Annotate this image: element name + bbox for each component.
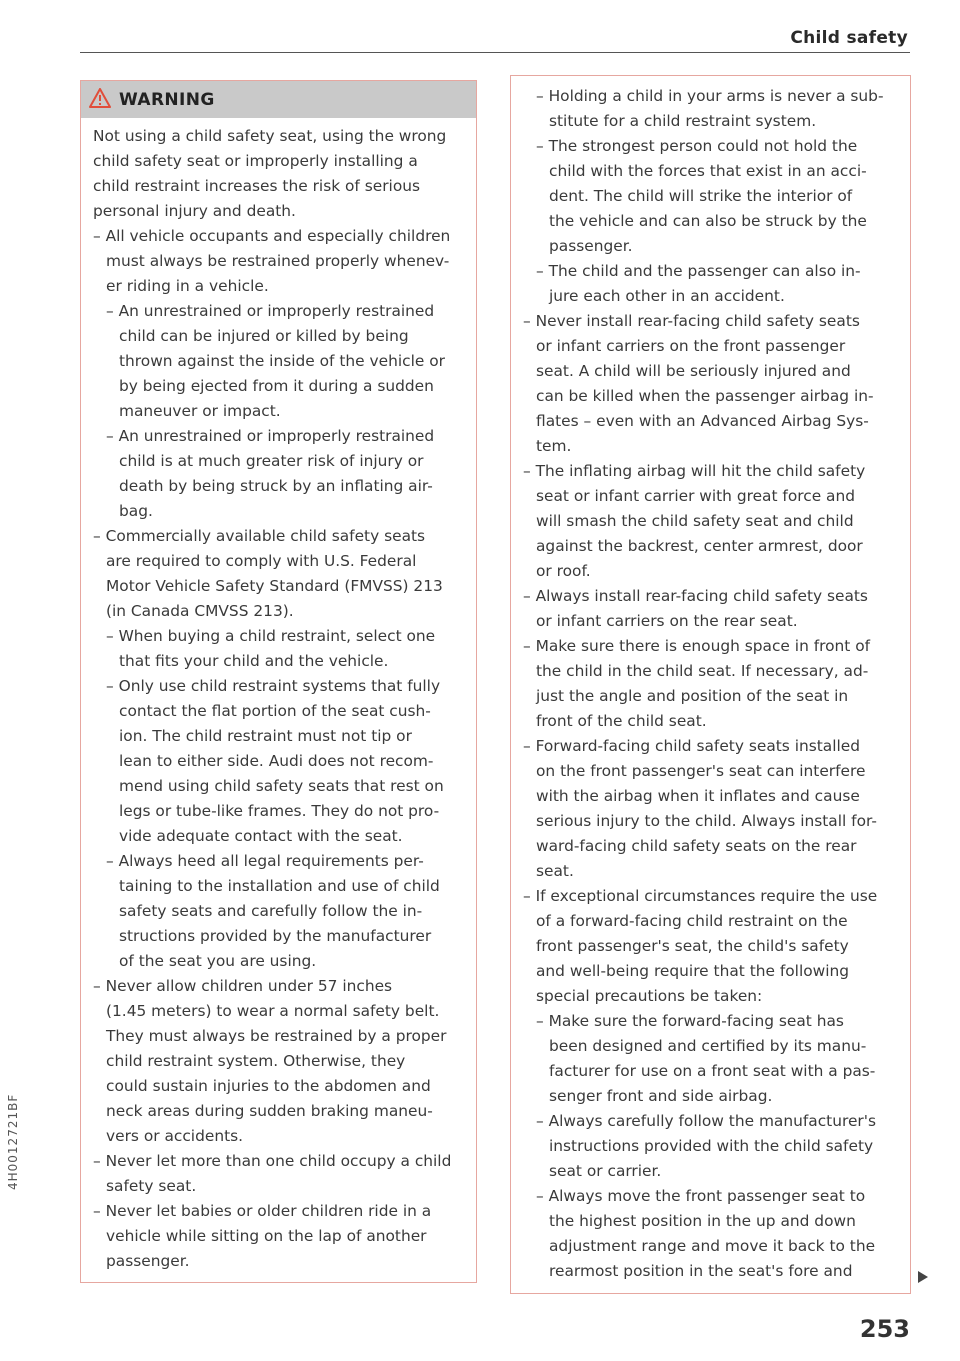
text-line: against the backrest, center armrest, door bbox=[536, 537, 863, 555]
text-line: tem. bbox=[536, 437, 572, 455]
text-line: death by being struck by an inflating air- bbox=[119, 477, 433, 495]
text-line: ion. The child restraint must not tip or bbox=[119, 727, 412, 745]
text-line: – Always install rear-facing child safety seats bbox=[523, 587, 868, 605]
text-line: maneuver or impact. bbox=[119, 402, 281, 420]
text-line: child safety seat or improperly installing a bbox=[93, 152, 418, 170]
text-line: by being ejected from it during a sudden bbox=[119, 377, 434, 395]
text-line: child restraint increases the risk of serious bbox=[93, 177, 421, 195]
text-line: Not using a child safety seat, using the wrong bbox=[93, 127, 447, 145]
text-line: ward-facing child safety seats on the rear bbox=[536, 837, 857, 855]
text-line: or infant carriers on the rear seat. bbox=[536, 612, 798, 630]
text-line: – An unrestrained or improperly restrained bbox=[106, 427, 435, 445]
document-code: 4H0012721BF bbox=[6, 1093, 20, 1190]
text-line: can be killed when the passenger airbag in- bbox=[536, 387, 874, 405]
text-line: seat. A child will be seriously injured and bbox=[536, 362, 851, 380]
text-line: or roof. bbox=[536, 562, 591, 580]
text-line: facturer for use on a front seat with a pas- bbox=[549, 1062, 876, 1080]
text-line: vers or accidents. bbox=[106, 1127, 244, 1145]
text-line: – Never allow children under 57 inches bbox=[93, 977, 393, 995]
text-line: – Make sure the forward-facing seat has bbox=[536, 1012, 844, 1030]
text-line: safety seat. bbox=[106, 1177, 197, 1195]
text-line: the child in the child seat. If necessary, ad- bbox=[536, 662, 869, 680]
page-header bbox=[80, 22, 910, 53]
text-line: rearmost position in the seat's fore and bbox=[549, 1262, 853, 1280]
text-line: safety seats and carefully follow the in- bbox=[119, 902, 423, 920]
text-line: serious injury to the child. Always install for- bbox=[536, 812, 877, 830]
text-line: taining to the installation and use of child bbox=[119, 877, 440, 895]
text-line: structions provided by the manufacturer bbox=[119, 927, 432, 945]
text-line: instructions provided with the child safety bbox=[549, 1137, 874, 1155]
text-line: are required to comply with U.S. Federal bbox=[106, 552, 417, 570]
text-line: could sustain injuries to the abdomen and bbox=[106, 1077, 431, 1095]
text-line: – Commercially available child safety seats bbox=[93, 527, 426, 545]
warning-header bbox=[81, 81, 476, 118]
text-line: legs or tube-like frames. They do not pro- bbox=[119, 802, 440, 820]
text-line: – Always heed all legal requirements per- bbox=[106, 852, 424, 870]
text-line: – When buying a child restraint, select one bbox=[106, 627, 436, 645]
text-line: of a forward-facing child restraint on the bbox=[536, 912, 848, 930]
text-line: passenger. bbox=[549, 237, 633, 255]
text-line: er riding in a vehicle. bbox=[106, 277, 269, 295]
text-line: vide adequate contact with the seat. bbox=[119, 827, 403, 845]
text-line: or infant carriers on the front passenger bbox=[536, 337, 846, 355]
text-line: senger front and side airbag. bbox=[549, 1087, 773, 1105]
warning-triangle-icon bbox=[89, 88, 111, 112]
text-line: vehicle while sitting on the lap of another bbox=[106, 1227, 427, 1245]
text-line: contact the flat portion of the seat cush- bbox=[119, 702, 431, 720]
text-line: seat or infant carrier with great force and bbox=[536, 487, 856, 505]
text-line: – Never install rear-facing child safety seats bbox=[523, 312, 860, 330]
text-line: of the seat you are using. bbox=[119, 952, 317, 970]
text-line: thrown against the inside of the vehicle or bbox=[119, 352, 445, 370]
text-line: mend using child safety seats that rest on bbox=[119, 777, 444, 795]
text-line: jure each other in an accident. bbox=[549, 287, 785, 305]
continue-arrow-icon bbox=[918, 1271, 928, 1283]
text-line: flates – even with an Advanced Airbag Sys- bbox=[536, 412, 869, 430]
text-line: – The child and the passenger can also in- bbox=[536, 262, 861, 280]
text-line: personal injury and death. bbox=[93, 202, 296, 220]
text-line: (in Canada CMVSS 213). bbox=[106, 602, 294, 620]
text-line: front of the child seat. bbox=[536, 712, 707, 730]
text-line: seat or carrier. bbox=[549, 1162, 662, 1180]
text-line: – Holding a child in your arms is never a sub- bbox=[536, 87, 884, 105]
section-title: Child safety bbox=[790, 28, 908, 48]
text-line: on the front passenger's seat can interfere bbox=[536, 762, 866, 780]
text-line: – Forward-facing child safety seats installed bbox=[523, 737, 861, 755]
text-line: front passenger's seat, the child's safety bbox=[536, 937, 849, 955]
text-line: and well-being require that the following bbox=[536, 962, 850, 980]
text-line: – An unrestrained or improperly restrained bbox=[106, 302, 435, 320]
text-line: just the angle and position of the seat in bbox=[536, 687, 849, 705]
text-line: that fits your child and the vehicle. bbox=[119, 652, 389, 670]
text-line: child is at much greater risk of injury or bbox=[119, 452, 424, 470]
text-line: – Never let more than one child occupy a child bbox=[93, 1152, 452, 1170]
text-line: – The strongest person could not hold the bbox=[536, 137, 858, 155]
text-line: adjustment range and move it back to the bbox=[549, 1237, 876, 1255]
warning-text-left bbox=[81, 118, 476, 1274]
text-line: stitute for a child restraint system. bbox=[549, 112, 817, 130]
text-line: – Never let babies or older children ride in a bbox=[93, 1202, 432, 1220]
text-line: – Always carefully follow the manufacturer's bbox=[536, 1112, 877, 1130]
text-line: (1.45 meters) to wear a normal safety belt. bbox=[106, 1002, 440, 1020]
warning-box-left bbox=[80, 80, 477, 1283]
text-line: child restraint system. Otherwise, they bbox=[106, 1052, 406, 1070]
text-line: passenger. bbox=[106, 1252, 190, 1270]
text-line: child can be injured or killed by being bbox=[119, 327, 409, 345]
text-line: the highest position in the up and down bbox=[549, 1212, 856, 1230]
text-line: child with the forces that exist in an acci- bbox=[549, 162, 867, 180]
text-line: bag. bbox=[119, 502, 153, 520]
text-line: Motor Vehicle Safety Standard (FMVSS) 213 bbox=[106, 577, 443, 595]
text-line: – All vehicle occupants and especially children bbox=[93, 227, 451, 245]
text-line: – If exceptional circumstances require the use bbox=[523, 887, 878, 905]
warning-box-right bbox=[510, 75, 911, 1294]
text-line: dent. The child will strike the interior of bbox=[549, 187, 853, 205]
warning-title: WARNING bbox=[119, 89, 215, 110]
text-line: with the airbag when it inflates and cause bbox=[536, 787, 860, 805]
text-line: seat. bbox=[536, 862, 574, 880]
text-line: lean to either side. Audi does not recom- bbox=[119, 752, 434, 770]
text-line: will smash the child safety seat and child bbox=[536, 512, 854, 530]
page-number: 253 bbox=[859, 1315, 910, 1343]
text-line: – The inflating airbag will hit the child safety bbox=[523, 462, 866, 480]
text-line: – Make sure there is enough space in front of bbox=[523, 637, 871, 655]
text-line: They must always be restrained by a proper bbox=[106, 1027, 447, 1045]
text-line: been designed and certified by its manu- bbox=[549, 1037, 867, 1055]
text-line: special precautions be taken: bbox=[536, 987, 763, 1005]
text-line: neck areas during sudden braking maneu- bbox=[106, 1102, 433, 1120]
text-line: – Always move the front passenger seat to bbox=[536, 1187, 866, 1205]
text-line: – Only use child restraint systems that fully bbox=[106, 677, 441, 695]
text-line: the vehicle and can also be struck by the bbox=[549, 212, 867, 230]
text-line: must always be restrained properly whenev- bbox=[106, 252, 450, 270]
warning-text-right bbox=[511, 76, 910, 1284]
